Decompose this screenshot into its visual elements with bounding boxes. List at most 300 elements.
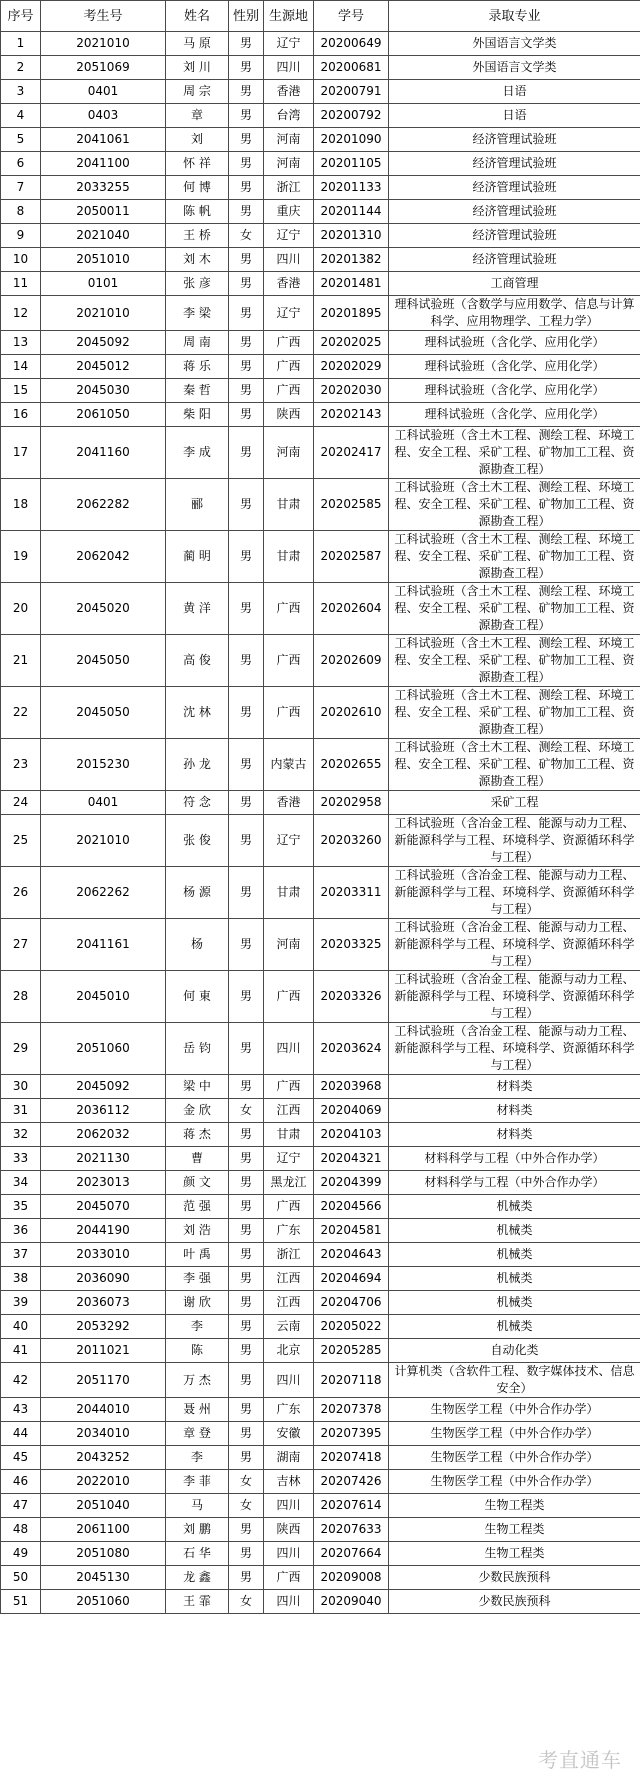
student-id-cell: 20202604: [314, 583, 389, 635]
major-cell: 机械类: [389, 1243, 640, 1267]
gender-cell: 女: [229, 1590, 264, 1614]
row-index-cell: 13: [1, 331, 41, 355]
table-row: [1, 971, 640, 1023]
exam-number-cell: 2062282: [41, 479, 166, 531]
table-row: [1, 32, 640, 56]
major-cell: 机械类: [389, 1219, 640, 1243]
origin-cell: 广西: [264, 583, 314, 635]
gender-cell: 男: [229, 971, 264, 1023]
table-row: [1, 583, 640, 635]
major-cell: 经济管理试验班: [389, 128, 640, 152]
major-cell: 工科试验班（含冶金工程、能源与动力工程、新能源科学与工程、环境科学、资源循环科学与工程）: [389, 971, 640, 1023]
gender-cell: 男: [229, 80, 264, 104]
table-row: [1, 1123, 640, 1147]
gender-cell: 男: [229, 403, 264, 427]
gender-cell: 男: [229, 56, 264, 80]
gender-cell: 男: [229, 1422, 264, 1446]
row-index-cell: 19: [1, 531, 41, 583]
origin-cell: 云南: [264, 1315, 314, 1339]
exam-number-cell: 2051069: [41, 56, 166, 80]
exam-number-cell: 2062262: [41, 867, 166, 919]
student-name-cell: 颜 文: [166, 1171, 229, 1195]
gender-cell: 男: [229, 531, 264, 583]
student-id-cell: 20207395: [314, 1422, 389, 1446]
origin-cell: 安徽: [264, 1422, 314, 1446]
gender-cell: 男: [229, 635, 264, 687]
table-row: [1, 1243, 640, 1267]
student-name-cell: 张 俊: [166, 815, 229, 867]
student-name-cell: 刘 川: [166, 56, 229, 80]
gender-cell: 男: [229, 296, 264, 331]
major-cell: 经济管理试验班: [389, 248, 640, 272]
exam-number-cell: 0403: [41, 104, 166, 128]
table-row: [1, 176, 640, 200]
student-name-cell: 梁 中: [166, 1075, 229, 1099]
row-index-cell: 38: [1, 1267, 41, 1291]
exam-number-cell: 2021130: [41, 1147, 166, 1171]
origin-cell: 香港: [264, 791, 314, 815]
table-row: [1, 1023, 640, 1075]
exam-number-cell: 2022010: [41, 1470, 166, 1494]
gender-cell: 男: [229, 1518, 264, 1542]
table-row: [1, 1470, 640, 1494]
student-id-cell: 20202417: [314, 427, 389, 479]
origin-cell: 内蒙古: [264, 739, 314, 791]
table-row: [1, 815, 640, 867]
gender-cell: 女: [229, 224, 264, 248]
row-index-cell: 8: [1, 200, 41, 224]
student-name-cell: 怀 祥: [166, 152, 229, 176]
origin-cell: 甘肃: [264, 531, 314, 583]
major-cell: 经济管理试验班: [389, 152, 640, 176]
student-name-cell: 蒋 乐: [166, 355, 229, 379]
table-row: [1, 739, 640, 791]
table-row: [1, 1363, 640, 1398]
origin-cell: 陕西: [264, 1518, 314, 1542]
origin-cell: 河南: [264, 128, 314, 152]
row-index-cell: 28: [1, 971, 41, 1023]
gender-cell: 男: [229, 1023, 264, 1075]
header-gender: 性别: [229, 1, 264, 32]
student-name-cell: 李 强: [166, 1267, 229, 1291]
student-id-cell: 20207418: [314, 1446, 389, 1470]
student-id-cell: 20202025: [314, 331, 389, 355]
student-id-cell: 20209040: [314, 1590, 389, 1614]
exam-number-cell: 2041161: [41, 919, 166, 971]
table-row: [1, 867, 640, 919]
origin-cell: 浙江: [264, 176, 314, 200]
student-name-cell: 章: [166, 104, 229, 128]
table-row: [1, 128, 640, 152]
exam-number-cell: 0101: [41, 272, 166, 296]
table-row: [1, 224, 640, 248]
table-row: [1, 152, 640, 176]
gender-cell: 女: [229, 1470, 264, 1494]
table-row: [1, 200, 640, 224]
origin-cell: 甘肃: [264, 867, 314, 919]
row-index-cell: 39: [1, 1291, 41, 1315]
exam-number-cell: 2036090: [41, 1267, 166, 1291]
exam-number-cell: 2045092: [41, 331, 166, 355]
gender-cell: 男: [229, 1363, 264, 1398]
major-cell: 工商管理: [389, 272, 640, 296]
student-id-cell: 20203260: [314, 815, 389, 867]
major-cell: 机械类: [389, 1315, 640, 1339]
student-name-cell: 曹: [166, 1147, 229, 1171]
exam-number-cell: 2041160: [41, 427, 166, 479]
row-index-cell: 24: [1, 791, 41, 815]
exam-number-cell: 2033010: [41, 1243, 166, 1267]
exam-number-cell: 0401: [41, 791, 166, 815]
origin-cell: 甘肃: [264, 1123, 314, 1147]
exam-number-cell: 2045020: [41, 583, 166, 635]
origin-cell: 四川: [264, 1363, 314, 1398]
major-cell: 工科试验班（含冶金工程、能源与动力工程、新能源科学与工程、环境科学、资源循环科学与工程）: [389, 919, 640, 971]
student-name-cell: 李: [166, 1446, 229, 1470]
gender-cell: 女: [229, 1494, 264, 1518]
gender-cell: 男: [229, 1291, 264, 1315]
exam-number-cell: 2045130: [41, 1566, 166, 1590]
origin-cell: 广东: [264, 1398, 314, 1422]
student-id-cell: 20202958: [314, 791, 389, 815]
table-row: [1, 531, 640, 583]
row-index-cell: 18: [1, 479, 41, 531]
row-index-cell: 26: [1, 867, 41, 919]
major-cell: 生物医学工程（中外合作办学）: [389, 1398, 640, 1422]
origin-cell: 江西: [264, 1267, 314, 1291]
exam-number-cell: 2044010: [41, 1398, 166, 1422]
row-index-cell: 45: [1, 1446, 41, 1470]
student-id-cell: 20200681: [314, 56, 389, 80]
table-row: [1, 1171, 640, 1195]
major-cell: 生物工程类: [389, 1494, 640, 1518]
exam-number-cell: 2053292: [41, 1315, 166, 1339]
table-row: [1, 1566, 640, 1590]
origin-cell: 辽宁: [264, 1147, 314, 1171]
origin-cell: 四川: [264, 248, 314, 272]
major-cell: 经济管理试验班: [389, 200, 640, 224]
header-row: [1, 1, 640, 32]
table-row: [1, 1219, 640, 1243]
table-body: [1, 32, 640, 1614]
student-id-cell: 20203311: [314, 867, 389, 919]
row-index-cell: 51: [1, 1590, 41, 1614]
major-cell: 生物工程类: [389, 1518, 640, 1542]
table-row: [1, 1315, 640, 1339]
row-index-cell: 44: [1, 1422, 41, 1446]
major-cell: 经济管理试验班: [389, 224, 640, 248]
row-index-cell: 5: [1, 128, 41, 152]
major-cell: 生物工程类: [389, 1542, 640, 1566]
gender-cell: 男: [229, 128, 264, 152]
student-id-cell: 20207378: [314, 1398, 389, 1422]
student-id-cell: 20204581: [314, 1219, 389, 1243]
student-id-cell: 20204069: [314, 1099, 389, 1123]
student-name-cell: 黄 洋: [166, 583, 229, 635]
origin-cell: 北京: [264, 1339, 314, 1363]
origin-cell: 四川: [264, 1542, 314, 1566]
row-index-cell: 32: [1, 1123, 41, 1147]
student-name-cell: 陈 帆: [166, 200, 229, 224]
student-name-cell: 高 俊: [166, 635, 229, 687]
exam-number-cell: 2045092: [41, 1075, 166, 1099]
major-cell: 少数民族预科: [389, 1566, 640, 1590]
exam-number-cell: 2021010: [41, 296, 166, 331]
table-row: [1, 1422, 640, 1446]
student-name-cell: 金 欣: [166, 1099, 229, 1123]
gender-cell: 男: [229, 331, 264, 355]
exam-number-cell: 2041100: [41, 152, 166, 176]
exam-number-cell: 2051060: [41, 1023, 166, 1075]
major-cell: 外国语言文学类: [389, 32, 640, 56]
table-row: [1, 1267, 640, 1291]
origin-cell: 广西: [264, 1195, 314, 1219]
exam-number-cell: 2045050: [41, 687, 166, 739]
table-row: [1, 1518, 640, 1542]
exam-number-cell: 2051080: [41, 1542, 166, 1566]
table-row: [1, 1339, 640, 1363]
origin-cell: 湖南: [264, 1446, 314, 1470]
major-cell: 机械类: [389, 1267, 640, 1291]
student-name-cell: 章 登: [166, 1422, 229, 1446]
table-row: [1, 1291, 640, 1315]
major-cell: 生物医学工程（中外合作办学）: [389, 1422, 640, 1446]
student-name-cell: 何 東: [166, 971, 229, 1023]
origin-cell: 广东: [264, 1219, 314, 1243]
student-id-cell: 20202587: [314, 531, 389, 583]
origin-cell: 广西: [264, 1075, 314, 1099]
origin-cell: 陕西: [264, 403, 314, 427]
gender-cell: 男: [229, 815, 264, 867]
row-index-cell: 29: [1, 1023, 41, 1075]
origin-cell: 吉林: [264, 1470, 314, 1494]
major-cell: 采矿工程: [389, 791, 640, 815]
table-row: [1, 403, 640, 427]
table-row: [1, 427, 640, 479]
student-id-cell: 20204399: [314, 1171, 389, 1195]
exam-number-cell: 2015230: [41, 739, 166, 791]
exam-number-cell: 2021010: [41, 32, 166, 56]
header-major: 录取专业: [389, 1, 640, 32]
origin-cell: 江西: [264, 1099, 314, 1123]
origin-cell: 广西: [264, 971, 314, 1023]
row-index-cell: 4: [1, 104, 41, 128]
major-cell: 工科试验班（含冶金工程、能源与动力工程、新能源科学与工程、环境科学、资源循环科学与工程）: [389, 867, 640, 919]
gender-cell: 男: [229, 1542, 264, 1566]
origin-cell: 广西: [264, 1566, 314, 1590]
row-index-cell: 12: [1, 296, 41, 331]
student-id-cell: 20204694: [314, 1267, 389, 1291]
student-id-cell: 20207664: [314, 1542, 389, 1566]
table-row: [1, 479, 640, 531]
student-id-cell: 20202609: [314, 635, 389, 687]
student-id-cell: 20201895: [314, 296, 389, 331]
exam-number-cell: 2045030: [41, 379, 166, 403]
student-id-cell: 20207633: [314, 1518, 389, 1542]
student-name-cell: 李 梁: [166, 296, 229, 331]
gender-cell: 男: [229, 791, 264, 815]
table-row: [1, 1590, 640, 1614]
row-index-cell: 50: [1, 1566, 41, 1590]
row-index-cell: 10: [1, 248, 41, 272]
table-row: [1, 1075, 640, 1099]
major-cell: 材料科学与工程（中外合作办学）: [389, 1171, 640, 1195]
student-id-cell: 20200649: [314, 32, 389, 56]
major-cell: 工科试验班（含土木工程、测绘工程、环境工程、安全工程、采矿工程、矿物加工工程、资源勘查工程）: [389, 739, 640, 791]
row-index-cell: 23: [1, 739, 41, 791]
exam-number-cell: 2034010: [41, 1422, 166, 1446]
row-index-cell: 49: [1, 1542, 41, 1566]
origin-cell: 辽宁: [264, 32, 314, 56]
student-name-cell: 叶 禹: [166, 1243, 229, 1267]
major-cell: 工科试验班（含冶金工程、能源与动力工程、新能源科学与工程、环境科学、资源循环科学与工程）: [389, 1023, 640, 1075]
gender-cell: 男: [229, 200, 264, 224]
row-index-cell: 22: [1, 687, 41, 739]
exam-number-cell: 2033255: [41, 176, 166, 200]
table-row: [1, 104, 640, 128]
origin-cell: 香港: [264, 272, 314, 296]
major-cell: 工科试验班（含土木工程、测绘工程、环境工程、安全工程、采矿工程、矿物加工工程、资源勘查工程）: [389, 427, 640, 479]
major-cell: 材料科学与工程（中外合作办学）: [389, 1147, 640, 1171]
student-name-cell: 石 华: [166, 1542, 229, 1566]
table-row: [1, 1147, 640, 1171]
student-id-cell: 20204643: [314, 1243, 389, 1267]
origin-cell: 辽宁: [264, 296, 314, 331]
origin-cell: 广西: [264, 635, 314, 687]
gender-cell: 男: [229, 248, 264, 272]
exam-number-cell: 2051040: [41, 1494, 166, 1518]
student-id-cell: 20201090: [314, 128, 389, 152]
student-id-cell: 20207426: [314, 1470, 389, 1494]
major-cell: 材料类: [389, 1099, 640, 1123]
exam-number-cell: 2045050: [41, 635, 166, 687]
table-row: [1, 80, 640, 104]
student-name-cell: 万 杰: [166, 1363, 229, 1398]
origin-cell: 甘肃: [264, 479, 314, 531]
student-id-cell: 20202610: [314, 687, 389, 739]
student-id-cell: 20204321: [314, 1147, 389, 1171]
major-cell: 工科试验班（含土木工程、测绘工程、环境工程、安全工程、采矿工程、矿物加工工程、资源勘查工程）: [389, 479, 640, 531]
student-id-cell: 20204566: [314, 1195, 389, 1219]
gender-cell: 男: [229, 104, 264, 128]
major-cell: 理科试验班（含化学、应用化学）: [389, 355, 640, 379]
table-row: [1, 1099, 640, 1123]
gender-cell: 男: [229, 919, 264, 971]
row-index-cell: 11: [1, 272, 41, 296]
student-name-cell: 王 桥: [166, 224, 229, 248]
gender-cell: 男: [229, 1219, 264, 1243]
major-cell: 少数民族预科: [389, 1590, 640, 1614]
student-name-cell: 陈: [166, 1339, 229, 1363]
origin-cell: 广西: [264, 687, 314, 739]
origin-cell: 四川: [264, 1494, 314, 1518]
origin-cell: 香港: [264, 80, 314, 104]
student-name-cell: 刘 浩: [166, 1219, 229, 1243]
student-name-cell: 谢 欣: [166, 1291, 229, 1315]
gender-cell: 男: [229, 1171, 264, 1195]
origin-cell: 广西: [264, 355, 314, 379]
table-row: [1, 1542, 640, 1566]
major-cell: 日语: [389, 80, 640, 104]
table-row: [1, 635, 640, 687]
student-id-cell: 20202585: [314, 479, 389, 531]
table-row: [1, 56, 640, 80]
row-index-cell: 7: [1, 176, 41, 200]
major-cell: 外国语言文学类: [389, 56, 640, 80]
student-id-cell: 20200792: [314, 104, 389, 128]
gender-cell: 男: [229, 1243, 264, 1267]
major-cell: 工科试验班（含土木工程、测绘工程、环境工程、安全工程、采矿工程、矿物加工工程、资源勘查工程）: [389, 687, 640, 739]
student-id-cell: 20204103: [314, 1123, 389, 1147]
origin-cell: 四川: [264, 56, 314, 80]
row-index-cell: 16: [1, 403, 41, 427]
exam-number-cell: 2050011: [41, 200, 166, 224]
major-cell: 日语: [389, 104, 640, 128]
student-name-cell: 刘 木: [166, 248, 229, 272]
origin-cell: 辽宁: [264, 224, 314, 248]
exam-number-cell: 2051010: [41, 248, 166, 272]
exam-number-cell: 2051060: [41, 1590, 166, 1614]
origin-cell: 河南: [264, 152, 314, 176]
student-name-cell: 刘 鹏: [166, 1518, 229, 1542]
row-index-cell: 1: [1, 32, 41, 56]
row-index-cell: 34: [1, 1171, 41, 1195]
origin-cell: 台湾: [264, 104, 314, 128]
watermark: 考直通车: [538, 1748, 622, 1772]
row-index-cell: 35: [1, 1195, 41, 1219]
row-index-cell: 40: [1, 1315, 41, 1339]
student-id-cell: 20201133: [314, 176, 389, 200]
student-name-cell: 李 菲: [166, 1470, 229, 1494]
gender-cell: 男: [229, 1339, 264, 1363]
gender-cell: 男: [229, 152, 264, 176]
gender-cell: 男: [229, 1315, 264, 1339]
header-student-id: 学号: [314, 1, 389, 32]
major-cell: 自动化类: [389, 1339, 640, 1363]
major-cell: 计算机类（含软件工程、数字媒体技术、信息安全）: [389, 1363, 640, 1398]
student-name-cell: 孙 龙: [166, 739, 229, 791]
student-name-cell: 马 原: [166, 32, 229, 56]
exam-number-cell: 2011021: [41, 1339, 166, 1363]
exam-number-cell: 2045070: [41, 1195, 166, 1219]
row-index-cell: 6: [1, 152, 41, 176]
major-cell: 理科试验班（含数学与应用数学、信息与计算科学、应用物理学、工程力学）: [389, 296, 640, 331]
gender-cell: 男: [229, 272, 264, 296]
student-id-cell: 20202029: [314, 355, 389, 379]
gender-cell: 男: [229, 583, 264, 635]
gender-cell: 女: [229, 1099, 264, 1123]
student-id-cell: 20203968: [314, 1075, 389, 1099]
origin-cell: 河南: [264, 427, 314, 479]
student-name-cell: 周 宗: [166, 80, 229, 104]
gender-cell: 男: [229, 32, 264, 56]
table-row: [1, 1494, 640, 1518]
row-index-cell: 41: [1, 1339, 41, 1363]
student-name-cell: 蒋 杰: [166, 1123, 229, 1147]
exam-number-cell: 2045010: [41, 971, 166, 1023]
table-row: [1, 1195, 640, 1219]
table-row: [1, 379, 640, 403]
header-name: 姓名: [166, 1, 229, 32]
row-index-cell: 2: [1, 56, 41, 80]
student-name-cell: 张 彦: [166, 272, 229, 296]
student-id-cell: 20200791: [314, 80, 389, 104]
major-cell: 生物医学工程（中外合作办学）: [389, 1470, 640, 1494]
student-name-cell: 龙 鑫: [166, 1566, 229, 1590]
origin-cell: 浙江: [264, 1243, 314, 1267]
student-id-cell: 20203326: [314, 971, 389, 1023]
row-index-cell: 3: [1, 80, 41, 104]
